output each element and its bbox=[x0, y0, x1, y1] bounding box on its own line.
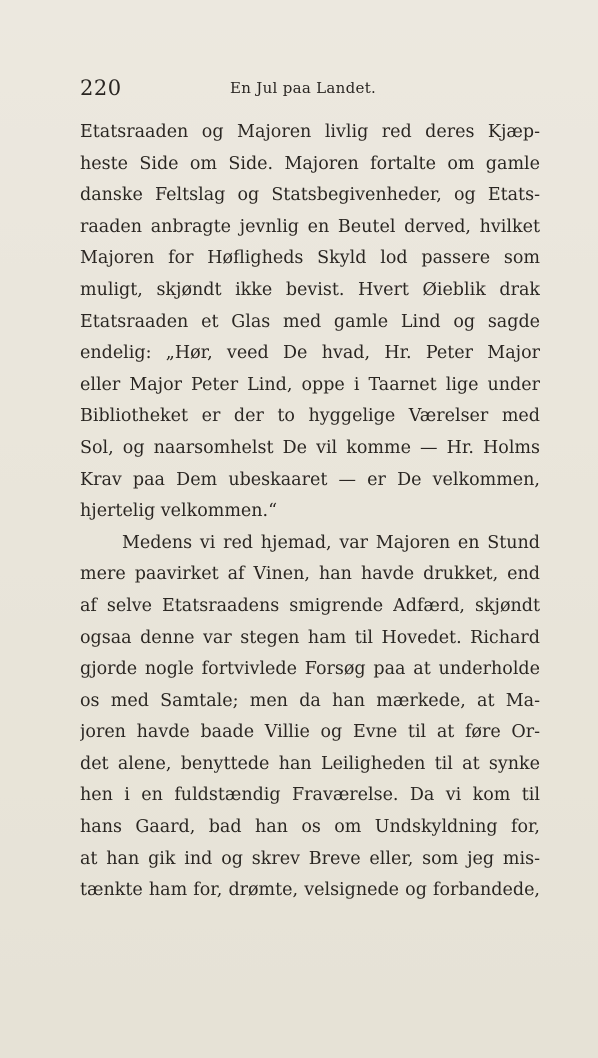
running-title: En Jul paa Landet. bbox=[230, 79, 377, 97]
text-line: gjorde nogle fortvivlede Forsøg paa at underholde bbox=[80, 659, 540, 680]
page-number: 220 bbox=[80, 76, 122, 100]
text-line: Etatsraaden og Majoren livlig red deres Kjæp- bbox=[80, 122, 540, 142]
text-line: danske Feltslag og Statsbegivenheder, og Etats- bbox=[80, 185, 540, 206]
text-line: af selve Etatsraadens smigrende Adfærd, skjøndt bbox=[80, 595, 540, 616]
text-line: at han gik ind og skrev Breve eller, som jeg mis- bbox=[80, 848, 540, 869]
paragraph-start-line: Medens vi red hjemad, var Majoren en Stund bbox=[122, 532, 540, 553]
text-line: hen i en fuldstændig Fraværelse. Da vi kom til bbox=[80, 785, 540, 806]
text-line: det alene, benyttede han Leiligheden til at synke bbox=[80, 753, 540, 774]
text-line: mere paavirket af Vinen, han havde drukket, end bbox=[80, 564, 540, 585]
text-line: hjertelig velkommen.“ bbox=[80, 501, 278, 522]
text-line: joren havde baade Villie og Evne til at føre Or- bbox=[80, 722, 540, 743]
text-line: hans Gaard, bad han os om Undskyldning for, bbox=[80, 817, 540, 838]
text-line: endelig: „Hør, veed De hvad, Hr. Peter Major bbox=[80, 343, 540, 364]
text-line: raaden anbragte jevnlig en Beutel derved, hvilket bbox=[80, 216, 540, 237]
running-head bbox=[80, 72, 540, 104]
text-line: ogsaa denne var stegen ham til Hovedet. Richard bbox=[80, 627, 540, 648]
text-line: Bibliotheket er der to hyggelige Værelser med bbox=[80, 406, 540, 427]
text-line: Majoren for Høfligheds Skyld lod passere som bbox=[80, 248, 540, 269]
text-line: os med Samtale; men da han mærkede, at Ma- bbox=[80, 690, 540, 711]
text-line: muligt, skjøndt ikke bevist. Hvert Øieblik drak bbox=[80, 279, 540, 300]
text-line: Etatsraaden et Glas med gamle Lind og sagde bbox=[80, 311, 540, 332]
body-text bbox=[80, 117, 540, 907]
text-line: Krav paa Dem ubeskaaret — er De velkommen, bbox=[80, 469, 540, 490]
text-line: eller Major Peter Lind, oppe i Taarnet lige under bbox=[80, 374, 540, 395]
text-line: heste Side om Side. Majoren fortalte om gamle bbox=[80, 153, 540, 174]
text-line: tænkte ham for, drømte, velsignede og forbandede, bbox=[80, 880, 540, 901]
text-line: Sol, og naarsomhelst De vil komme — Hr. Holms bbox=[80, 437, 540, 458]
